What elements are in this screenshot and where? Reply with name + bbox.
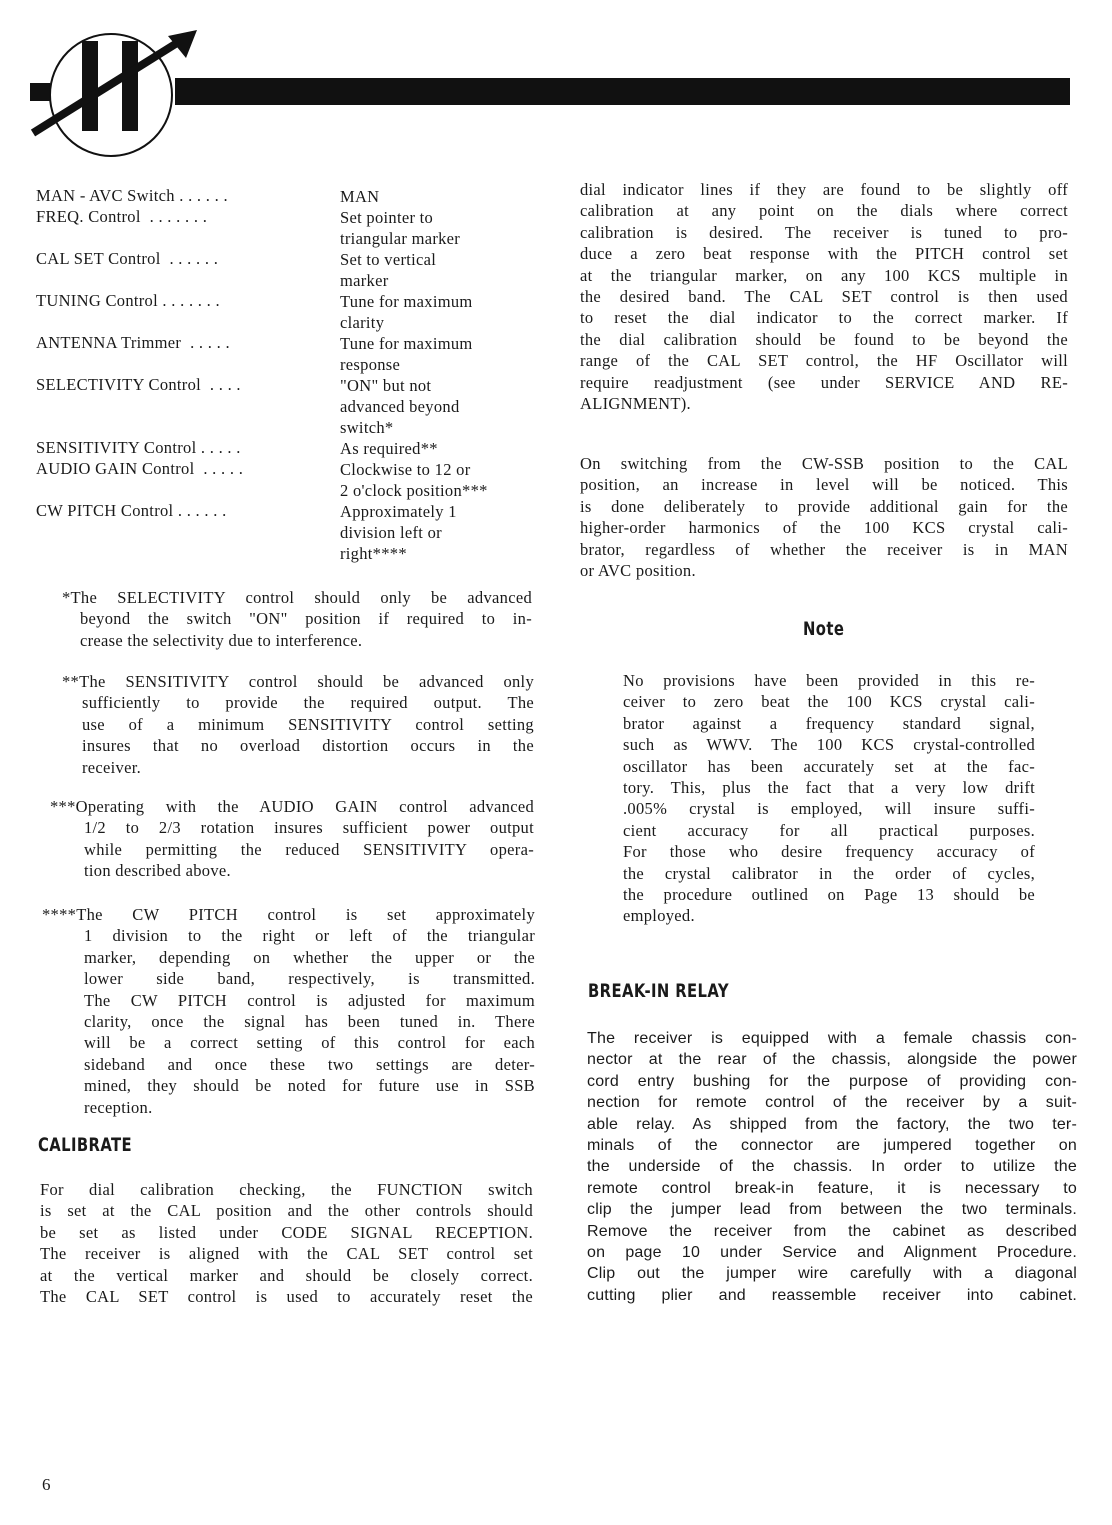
control-value: MAN xyxy=(340,187,380,206)
note-heading: Note xyxy=(803,618,845,640)
text-line: cient accuracy for all practical purposes. xyxy=(623,820,1035,840)
text-line: Remove the receiver from the cabinet as described xyxy=(587,1222,1077,1240)
text-line: receiver. xyxy=(82,757,142,777)
control-row xyxy=(36,207,536,249)
control-value: As required** xyxy=(340,439,438,458)
text-line: The receiver is equipped with a female chassis con- xyxy=(587,1030,1077,1047)
text-line: brator, regardless of whether the receiver is in MAN xyxy=(580,539,1068,559)
calibrate-heading: CALIBRATE xyxy=(38,1134,133,1156)
text-line: brator against a frequency standard signal, xyxy=(623,713,1035,733)
text-line: the underside of the chassis. In order to utilize the xyxy=(587,1158,1077,1176)
control-value: Clockwise to 12 or xyxy=(340,460,471,479)
text-line: at the vertical marker and should be closely correct. xyxy=(40,1265,533,1285)
control-value: Set pointer to xyxy=(340,208,434,227)
text-line: clip the jumper lead from between the two terminals. xyxy=(587,1201,1077,1219)
text-line: reception. xyxy=(84,1097,153,1117)
text-line: The CAL SET control is used to accurately reset the xyxy=(40,1286,533,1306)
calibration-paragraph xyxy=(580,179,1068,414)
text-line: to reset the dial indicator to the correct marker. If xyxy=(580,308,1068,328)
control-label: SELECTIVITY Control . . . . xyxy=(36,375,241,394)
text-line: the procedure outlined on Page 13 should be xyxy=(623,884,1035,904)
text-line: while permitting the reduced SENSITIVITY opera- xyxy=(84,839,534,859)
text-line: crease the selectivity due to interference. xyxy=(80,630,363,650)
text-line: ****The CW PITCH control is set approximately xyxy=(42,905,535,924)
text-line: the desired band. The CAL SET control is then used xyxy=(580,286,1068,306)
text-line: calibration at any point on the dials where correct xyxy=(580,201,1068,221)
text-line: *The SELECTIVITY control should only be advanced xyxy=(62,588,532,607)
control-row xyxy=(36,249,536,291)
text-line: nector at the rear of the chassis, alongside the power xyxy=(587,1051,1077,1069)
control-settings-table xyxy=(36,186,536,564)
text-line: ***Operating with the AUDIO GAIN control advanced xyxy=(50,797,534,816)
text-line: .005% crystal is employed, will insure suffi- xyxy=(623,799,1035,819)
text-line: tory. This, plus the fact that a very low drift xyxy=(623,777,1035,797)
footnote-audio-gain xyxy=(50,796,534,882)
control-value: triangular marker xyxy=(340,229,461,248)
control-value: division left or xyxy=(340,523,442,542)
text-line: The CW PITCH control is adjusted for maximum xyxy=(84,990,535,1010)
text-line: lower side band, respectively, is transmitted. xyxy=(84,969,535,989)
footnote-selectivity xyxy=(62,587,532,651)
control-value: advanced beyond xyxy=(340,397,460,416)
text-line: is done deliberately to provide additional gain for the xyxy=(580,496,1068,516)
text-line: clarity, once the signal has been tuned in. There xyxy=(84,1011,535,1031)
text-line: calibration is desired. The receiver is tuned to pro- xyxy=(580,222,1068,242)
text-line: For those who desire frequency accuracy of xyxy=(623,842,1035,862)
text-line: such as WWV. The 100 KCS crystal-controlled xyxy=(623,735,1035,755)
control-label: TUNING Control . . . . . . . xyxy=(36,291,220,310)
text-line: On switching from the CW-SSB position to the CAL xyxy=(580,454,1068,473)
text-line: be set as listed under CODE SIGNAL RECEPTION. xyxy=(40,1222,533,1242)
text-line: **The SENSITIVITY control should be advanced only xyxy=(62,672,534,691)
text-line: insures that no overload distortion occurs in the xyxy=(82,736,534,756)
footnote-cw-pitch xyxy=(42,904,535,1118)
cal-position-paragraph xyxy=(580,453,1068,581)
text-line: remote control break-in feature, it is necessary to xyxy=(587,1179,1077,1197)
footnote-sensitivity xyxy=(62,671,534,778)
text-line: sufficiently to provide the required output. The xyxy=(82,693,534,713)
text-line: use of a minimum SENSITIVITY control setting xyxy=(82,714,534,734)
header-bar xyxy=(175,78,1070,105)
text-line: or AVC position. xyxy=(580,560,696,580)
control-label: ANTENNA Trimmer . . . . . xyxy=(36,333,230,352)
text-line: able relay. As shipped from the factory, the two ter- xyxy=(587,1115,1077,1133)
text-line: cord entry bushing for the purpose of providing con- xyxy=(587,1072,1077,1090)
text-line: position, an increase in level will be noticed. This xyxy=(580,475,1068,495)
text-line: require readjustment (see under SERVICE AND RE- xyxy=(580,372,1068,392)
text-line: higher-order harmonics of the 100 KCS crystal cali- xyxy=(580,518,1068,538)
control-value: clarity xyxy=(340,313,385,332)
control-label: MAN - AVC Switch . . . . . . xyxy=(36,186,228,205)
control-value: switch* xyxy=(340,418,394,437)
control-label: CAL SET Control . . . . . . xyxy=(36,249,219,268)
text-line: Clip out the jumper wire carefully with a diagonal xyxy=(587,1265,1077,1283)
text-line: will be a correct setting of this control for each xyxy=(84,1033,535,1053)
text-line: the crystal calibrator in the order of cycles, xyxy=(623,863,1035,883)
text-line: For dial calibration checking, the FUNCTION switch xyxy=(40,1180,533,1199)
text-line: is set at the CAL position and the other controls should xyxy=(40,1201,533,1221)
control-value: response xyxy=(340,355,401,374)
control-value: marker xyxy=(340,271,389,290)
text-line: beyond the switch "ON" position if required to in- xyxy=(80,609,532,629)
control-value: right**** xyxy=(340,544,407,563)
text-line: dial indicator lines if they are found to be slightly off xyxy=(580,180,1068,199)
control-label: SENSITIVITY Control . . . . . xyxy=(36,438,241,457)
text-line: duce a zero beat response with the PITCH control set xyxy=(580,244,1068,264)
control-row xyxy=(36,459,536,501)
header-logo xyxy=(0,0,1112,170)
control-label: FREQ. Control . . . . . . . xyxy=(36,207,208,226)
text-line: oscillator has been accurately set at the fac- xyxy=(623,756,1035,776)
text-line: nection for remote control of the receiver by a suit- xyxy=(587,1094,1077,1112)
text-line: The receiver is aligned with the CAL SET control set xyxy=(40,1244,533,1264)
control-value: Set to vertical xyxy=(340,250,437,269)
text-line: ALIGNMENT). xyxy=(580,393,691,413)
control-row xyxy=(36,375,536,438)
break-in-relay-heading: BREAK-IN RELAY xyxy=(588,980,729,1002)
break-in-relay-paragraph xyxy=(587,1028,1077,1306)
text-line: range of the CAL SET control, the HF Oscillator will xyxy=(580,351,1068,371)
control-row xyxy=(36,186,536,207)
text-line: tion described above. xyxy=(84,861,231,881)
text-line: sideband and once these two settings are deter- xyxy=(84,1054,535,1074)
text-line: the dial calibration should be found to be beyond the xyxy=(580,329,1068,349)
text-line: 1/2 to 2/3 rotation insures sufficient power output xyxy=(84,818,534,838)
control-value: "ON" but not xyxy=(340,376,432,395)
text-line: employed. xyxy=(623,906,695,926)
page-number: 6 xyxy=(42,1475,51,1494)
text-line: 1 division to the right or left of the triangular xyxy=(84,926,535,946)
control-label: AUDIO GAIN Control . . . . . xyxy=(36,459,244,478)
control-row xyxy=(36,333,536,375)
text-line: ceiver to zero beat the 100 KCS crystal cali- xyxy=(623,692,1035,712)
text-line: on page 10 under Service and Alignment Procedure. xyxy=(587,1243,1077,1261)
control-value: Tune for maximum xyxy=(340,292,473,311)
control-value: Tune for maximum xyxy=(340,334,473,353)
control-row xyxy=(36,438,536,459)
control-label: CW PITCH Control . . . . . . xyxy=(36,501,227,520)
control-row xyxy=(36,291,536,333)
note-paragraph xyxy=(623,670,1035,927)
control-row xyxy=(36,501,536,564)
text-line: minals of the connector are jumpered together on xyxy=(587,1136,1077,1154)
text-line: No provisions have been provided in this re- xyxy=(623,671,1035,690)
text-line: cutting plier and reassemble receiver into cabinet. xyxy=(587,1286,1077,1304)
text-line: mined, they should be noted for future use in SSB xyxy=(84,1076,535,1096)
text-line: at the triangular marker, on any 100 KCS multiple in xyxy=(580,265,1068,285)
control-value: 2 o'clock position*** xyxy=(340,481,488,500)
text-line: marker, depending on whether the upper or the xyxy=(84,947,535,967)
calibrate-paragraph xyxy=(40,1179,533,1307)
control-value: Approximately 1 xyxy=(340,502,457,521)
